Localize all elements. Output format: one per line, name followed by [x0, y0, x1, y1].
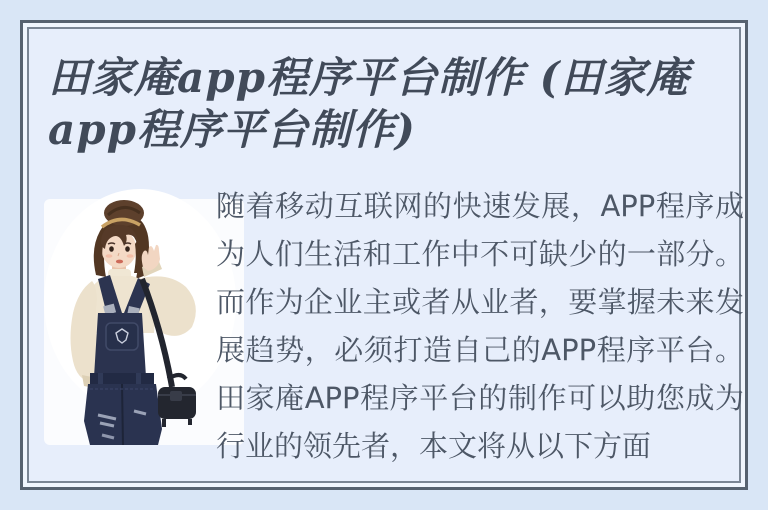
chest-pocket [106, 323, 138, 350]
page-title: 田家庵app程序平台制作 (田家庵app程序平台制作) [48, 53, 690, 154]
article-body-text: 随着移动互联网的快速发展，APP程序成为人们生活和工作中不可缺少的一部分。而作为企业主或者从业者，要掌握未来发展趋势，必须打造自己的APP程序平台。田家庵APP程序平台的制作可以助您成为行业的领先者，本文将从以下方面 [216, 189, 744, 463]
